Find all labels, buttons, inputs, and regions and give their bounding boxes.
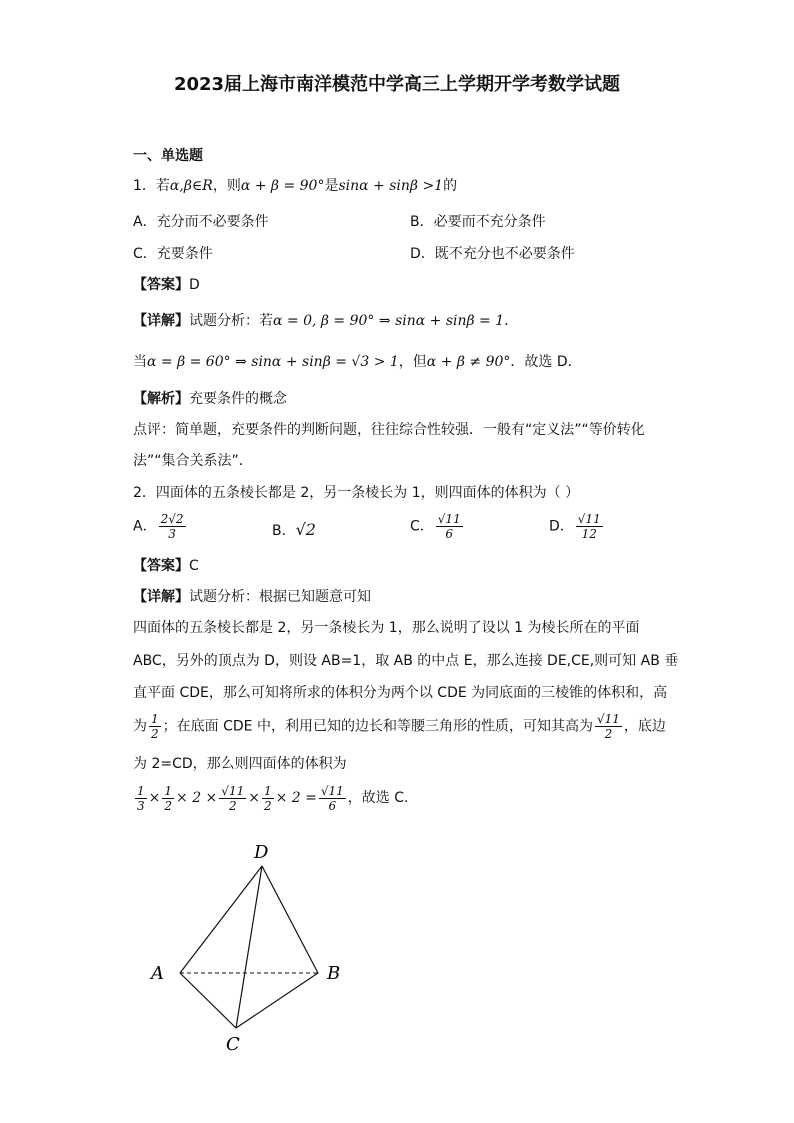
q1-stem-prefix: 1．若 xyxy=(133,178,170,194)
frac-num: 1 xyxy=(263,783,272,798)
vertex-label-c: C xyxy=(226,1034,240,1055)
page-title: 2023届上海市南洋模范中学高三上学期开学考数学试题 xyxy=(173,74,621,95)
frac-num: 1 xyxy=(164,783,173,798)
frac-den: 3 xyxy=(137,798,145,813)
q1-is: 是 xyxy=(324,178,339,194)
q1-detail1-end: ． xyxy=(504,313,519,329)
q1-detail-line2 xyxy=(133,352,582,372)
q1-analysis-text: 充要条件的概念 xyxy=(189,391,287,407)
q2-detail-tag: 【详解】 xyxy=(133,589,189,605)
formula-op-3: × xyxy=(248,790,260,806)
q1-stem xyxy=(133,176,457,196)
formula-frac-1 xyxy=(135,784,147,813)
frac-den: 2 xyxy=(164,798,173,813)
q1-suffix: 的 xyxy=(443,178,458,194)
q1-comment-line2: 法”“集合关系法”． xyxy=(133,453,253,469)
frac-den: 12 xyxy=(581,527,597,541)
q1-detail2-end: ．故选 D． xyxy=(510,354,582,370)
q2-p4-fraction1 xyxy=(149,712,161,741)
q1-cond2: sinα + sinβ >1 xyxy=(338,178,444,194)
q1-stem-mid: ，则 xyxy=(212,178,241,194)
frac-num: √11 xyxy=(577,512,601,526)
q1-answer-value: D xyxy=(189,277,200,293)
q2-answer xyxy=(133,556,199,576)
q2-detail-p1: 四面体的五条棱长都是 2，另一条棱长为 1，那么说明了设以 1 为棱长所在的平面 xyxy=(133,620,640,636)
q2-detail-p5: 为 2=CD，那么则四面体的体积为 xyxy=(133,756,347,772)
q1-analysis xyxy=(133,389,287,409)
q2-option-a xyxy=(133,512,188,541)
q2-option-b-value: √2 xyxy=(295,520,316,539)
q1-detail-tag: 【详解】 xyxy=(133,313,189,329)
frac-den: 6 xyxy=(328,798,337,813)
frac-num: √11 xyxy=(320,783,344,798)
frac-den: 2 xyxy=(263,798,272,813)
formula-frac-2 xyxy=(162,784,174,813)
q2-detail-p4 xyxy=(133,712,666,741)
frac-num: √11 xyxy=(596,712,620,726)
formula-op-4: × 2 = xyxy=(275,790,317,806)
q2-p4-c: ，底边 xyxy=(623,718,666,735)
q1-detail2-math2: α + β ≠ 90° xyxy=(426,354,511,370)
q2-p4-fraction2 xyxy=(595,712,622,741)
formula-op-1: × xyxy=(148,790,161,806)
formula-frac-5 xyxy=(319,784,346,813)
q1-stem-math: α,β∈R xyxy=(169,178,213,194)
q2-option-b-label: B． xyxy=(272,523,296,539)
q2-detail-head-text: 试题分析：根据已知题意可知 xyxy=(189,589,371,605)
edge-bc xyxy=(236,973,318,1028)
frac-num: √11 xyxy=(437,512,461,526)
q2-option-d xyxy=(549,512,605,541)
frac-num: 1 xyxy=(137,783,145,798)
formula-frac-3 xyxy=(219,784,246,813)
q2-option-c-label: C． xyxy=(410,518,434,535)
q2-p4-b: ；在底面 CDE 中，利用已知的边长和等腰三角形的性质，可知其高为 xyxy=(162,718,593,735)
q1-option-a: A．充分而不必要条件 xyxy=(133,214,269,230)
frac-num: 2√2 xyxy=(160,512,184,526)
q2-formula xyxy=(133,782,408,814)
q1-detail2-start: 当 xyxy=(133,354,147,370)
frac-den: 2 xyxy=(604,727,613,741)
formula-op-2: × 2 × xyxy=(176,790,218,806)
formula-frac-4 xyxy=(262,784,274,813)
frac-num: 1 xyxy=(151,712,159,726)
frac-den: 6 xyxy=(445,527,454,541)
vertex-label-d: D xyxy=(254,842,269,863)
frac-num: √11 xyxy=(221,783,245,798)
edge-ac xyxy=(180,973,236,1028)
vertex-label-b: B xyxy=(327,963,341,984)
q2-stem: 2．四面体的五条棱长都是 2，另一条棱长为 1，则四面体的体积为（ ） xyxy=(133,485,580,501)
q1-option-c: C．充要条件 xyxy=(133,246,213,262)
q1-answer xyxy=(133,275,200,295)
q2-answer-tag: 【答案】 xyxy=(133,558,189,574)
vertex-label-a: A xyxy=(151,963,164,984)
q2-p4-a: 为 xyxy=(133,718,147,735)
frac-den: 2 xyxy=(151,727,159,741)
q2-option-c-fraction xyxy=(436,512,463,541)
q1-detail2-math: α = β = 60° ⇒ sinα + sinβ = √3 > 1 xyxy=(147,354,399,370)
q1-option-b: B．必要而不充分条件 xyxy=(410,214,546,230)
q1-answer-tag: 【答案】 xyxy=(133,277,189,293)
formula-op-5: ，故选 C. xyxy=(347,790,409,806)
frac-den: 2 xyxy=(228,798,237,813)
edge-da xyxy=(180,866,262,973)
q1-detail1-text: 试题分析：若 xyxy=(189,313,273,329)
tetrahedron-diagram xyxy=(140,830,360,1060)
q2-detail-head xyxy=(133,587,371,607)
q1-cond1: α + β = 90° xyxy=(240,178,325,194)
q1-detail-line1 xyxy=(133,311,518,331)
q2-option-a-fraction xyxy=(159,512,186,541)
q1-comment-line1: 点评：简单题，充要条件的判断问题，往往综合性较强．一般有“定义法”“等价转化 xyxy=(133,422,645,438)
section-heading: 一、单选题 xyxy=(133,148,203,164)
q2-option-a-label: A． xyxy=(133,518,157,535)
q2-detail-p2: ABC，另外的顶点为 D，则设 AB=1，取 AB 的中点 E，那么连接 DE,CE,则可知 AB 垂 xyxy=(133,653,679,669)
q2-option-d-label: D． xyxy=(549,518,574,535)
q2-option-b xyxy=(272,520,316,541)
q2-option-c xyxy=(410,512,465,541)
q1-option-d: D．既不充分也不必要条件 xyxy=(410,246,575,262)
q1-analysis-tag: 【解析】 xyxy=(133,391,189,407)
frac-den: 3 xyxy=(168,527,176,541)
edge-db xyxy=(262,866,318,973)
q2-answer-value: C xyxy=(189,558,199,574)
q1-detail1-math: α = 0, β = 90° ⇒ sinα + sinβ = 1 xyxy=(273,313,505,329)
edge-dc xyxy=(236,866,262,1028)
q2-option-d-fraction xyxy=(576,512,603,541)
q2-detail-p3: 直平面 CDE，那么可知将所求的体积分为两个以 CDE 为同底面的三棱锥的体积和，高 xyxy=(133,685,668,701)
q1-detail2-mid: ，但 xyxy=(398,354,427,370)
